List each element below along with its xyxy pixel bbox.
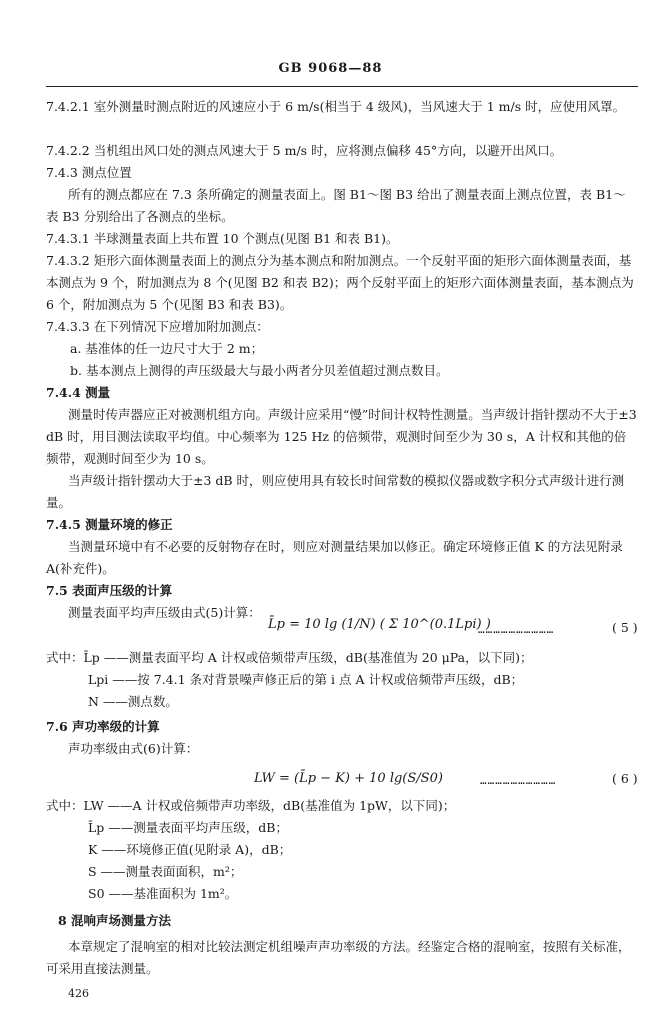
page-number: 426 <box>68 987 89 1000</box>
header-rule <box>46 86 638 87</box>
section-7-4-4-title: 7.4.4 测量 <box>46 385 111 400</box>
section-8-text: 本章规定了混响室的相对比较法测定机组噪声声功率级的方法。经鉴定合格的混响室，按照有关标准，可采用直接法测量。 <box>46 939 631 976</box>
section-7-4-3-title: 7.4.3 测点位置 <box>46 165 132 180</box>
clause-7-4-3-2: 7.4.3.2 矩形六面体测量表面上的测点分为基本测点和附加测点。一个反射平面的矩形六面体测量表面，基本测点为 9 个，附加测点为 8 个(见图 B2 和表 B2)；两个反射平面上的矩形六面体测量表面，基本测点为 6 个，附加测点为 5 个(见图 B3 和表 B3)。 <box>46 253 634 312</box>
eq5-def-lp: 式中：L̄p ——测量表面平均 A 计权或倍频带声压级，dB(基准值为 20 μPa，以下同)； <box>46 650 533 665</box>
section-7-5-text: 测量表面平均声压级由式(5)计算： <box>68 605 261 620</box>
list-item-b: b. 基本测点上测得的声压级最大与最小两者分贝差值超过测点数目。 <box>70 363 449 378</box>
section-7-6-title: 7.6 声功率级的计算 <box>46 719 160 734</box>
section-7-4-5-text: 当测量环境中有不必要的反射物存在时，则应对测量结果加以修正。确定环境修正值 K 的方法见附录 A(补充件)。 <box>46 539 623 576</box>
equation-5: L̄p = 10 lg (1/N) ( Σ 10^(0.1Lpi) ) <box>268 617 491 632</box>
clause-7-4-3-1: 7.4.3.1 半球测量表面上共布置 10 个测点(见图 B1 和表 B1)。 <box>46 231 399 246</box>
list-item-a: a. 基准体的任一边尺寸大于 2 m； <box>70 341 264 356</box>
equation-5-number: ( 5 ) <box>612 620 638 635</box>
equation-6-number: ( 6 ) <box>612 771 638 786</box>
eq6-def-s0: S0 ——基准面积为 1m²。 <box>88 886 238 901</box>
section-7-4-3-text: 所有的测点都应在 7.3 条所确定的测量表面上。图 B1～图 B3 给出了测量表面上测点位置，表 B1～表 B3 分别给出了各测点的坐标。 <box>46 187 626 224</box>
section-7-4-4-para1: 测量时传声器应正对被测机组方向。声级计应采用“慢”时间计权特性测量。当声级计指针摆动不大于±3 dB 时，用目测法读取平均值。中心频率为 125 Hz 的倍频带，观测时间至少为 30 s，A 计权和其他的倍频带，观测时间至少为 10 s。 <box>46 407 637 466</box>
clause-7-4-2-2: 7.4.2.2 当机组出风口处的测点风速大于 5 m/s 时，应将测点偏移 45°方向，以避开出风口。 <box>46 143 563 158</box>
equation-6-leader: ………………………… <box>480 774 557 787</box>
section-7-4-5-title: 7.4.5 测量环境的修正 <box>46 517 173 532</box>
eq6-def-lp: L̄p ——测量表面平均声压级，dB； <box>88 820 288 835</box>
clause-7-4-2-1: 7.4.2.1 室外测量时测点附近的风速应小于 6 m/s(相当于 4 级风)，当风速大于 1 m/s 时，应使用风罩。 <box>46 99 626 114</box>
eq5-def-n: N ——测点数。 <box>88 694 178 709</box>
clause-7-4-3-3: 7.4.3.3 在下列情况下应增加附加测点： <box>46 319 269 334</box>
equation-5-leader: ………………………… <box>478 623 555 636</box>
section-7-6-text: 声功率级由式(6)计算： <box>68 741 199 756</box>
eq5-def-lpi: Lpi ——按 7.4.1 条对背景噪声修正后的第 i 点 A 计权或倍频带声压级，dB； <box>88 672 524 687</box>
eq6-def-k: K ——环境修正值(见附录 A)，dB； <box>88 842 292 857</box>
section-7-4-4-para2: 当声级计指针摆动大于±3 dB 时，则应使用具有较长时间常数的模拟仪器或数字积分式声级计进行测量。 <box>46 473 625 510</box>
section-7-5-title: 7.5 表面声压级的计算 <box>46 583 173 598</box>
equation-6: LW = (L̄p − K) + 10 lg(S/S0) <box>254 771 443 786</box>
eq6-def-lw: 式中：LW ——A 计权或倍频带声功率级，dB(基准值为 1pW，以下同)； <box>46 798 456 813</box>
eq6-def-s: S ——测量表面面积，m²； <box>88 864 243 879</box>
page-header: GB 9068—88 <box>278 61 383 76</box>
section-8-title: 8 混响声场测量方法 <box>58 913 172 928</box>
